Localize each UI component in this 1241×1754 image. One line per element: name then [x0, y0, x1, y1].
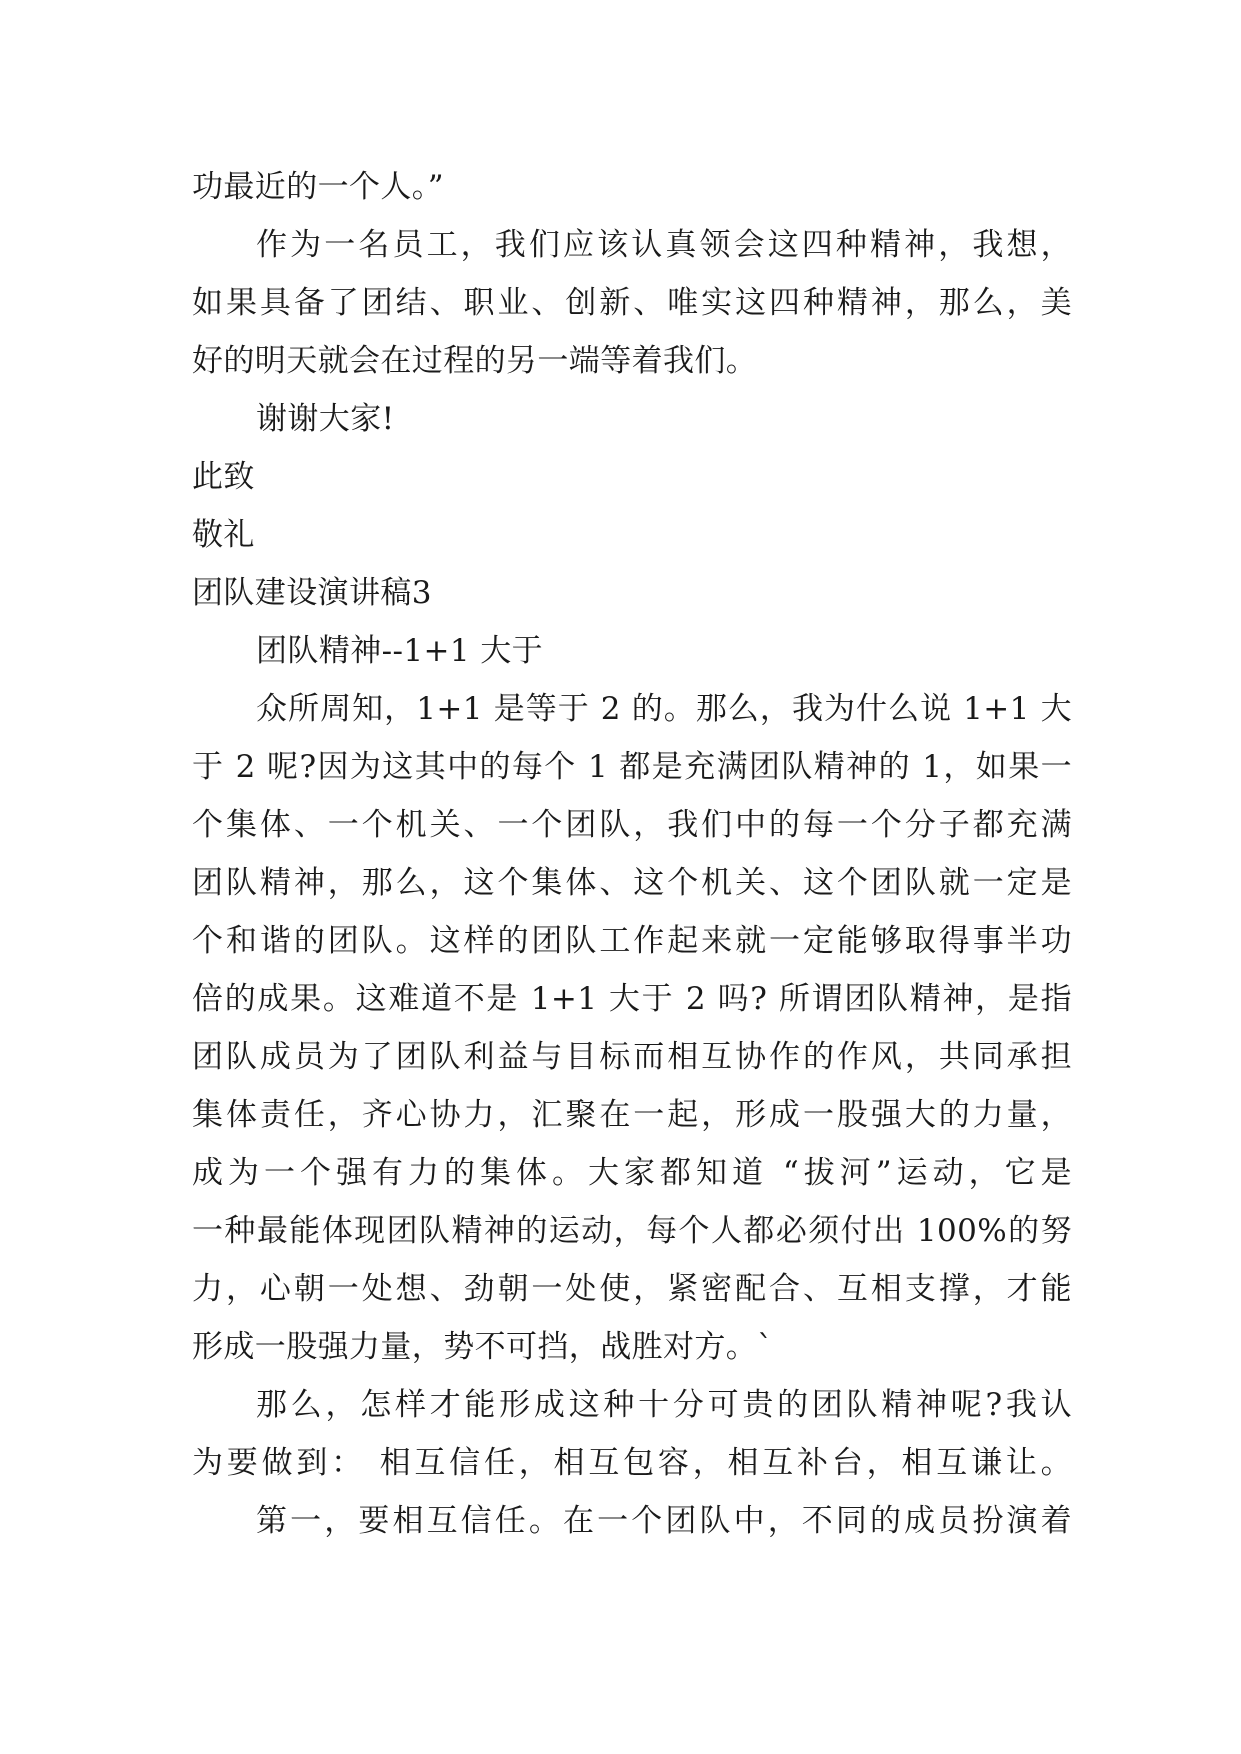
text-line: 一种最能体现团队精神的运动，每个人都必须付出 100%的努 — [192, 1213, 1072, 1249]
text-line: 众所周知，1+1 是等于 2 的。那么，我为什么说 1+1 大 — [256, 691, 1072, 727]
text-line: 团队精神，那么，这个集体、这个机关、这个团队就一定是 — [192, 865, 1072, 901]
text-line: 作为一名员工，我们应该认真领会这四种精神，我想， — [256, 227, 1072, 263]
text-line: 此致 — [192, 459, 255, 495]
text-line: 如果具备了团结、职业、创新、唯实这四种精神，那么，美 — [192, 285, 1072, 321]
document-body — [192, 158, 1072, 1550]
text-line: 敬礼 — [192, 517, 255, 553]
text-line: 功最近的一个人。” — [192, 169, 444, 205]
subheading: 团队精神--1+1 大于 — [256, 633, 544, 669]
text-line: 好的明天就会在过程的另一端等着我们。 — [192, 343, 758, 379]
text-line: 第一，要相互信任。在一个团队中，不同的成员扮演着 — [256, 1503, 1072, 1539]
text-line: 那么，怎样才能形成这种十分可贵的团队精神呢?我认 — [256, 1387, 1072, 1423]
section-heading: 团队建设演讲稿3 — [192, 575, 432, 611]
text-line: 个集体、一个机关、一个团队，我们中的每一个分子都充满 — [192, 807, 1072, 843]
text-line: 形成一股强力量，势不可挡，战胜对方。` — [192, 1329, 774, 1365]
text-line: 团队成员为了团队利益与目标而相互协作的作风，共同承担 — [192, 1039, 1072, 1075]
text-line: 倍的成果。这难道不是 1+1 大于 2 吗? 所谓团队精神，是指 — [192, 981, 1072, 1017]
text-line: 个和谐的团队。这样的团队工作起来就一定能够取得事半功 — [192, 923, 1072, 959]
text-line: 为要做到： 相互信任，相互包容，相互补台，相互谦让。 — [192, 1445, 1072, 1481]
text-line: 成为一个强有力的集体。大家都知道 “拔河”运动，它是 — [192, 1155, 1072, 1191]
text-line: 集体责任，齐心协力，汇聚在一起，形成一股强大的力量， — [192, 1097, 1072, 1133]
text-line: 于 2 呢?因为这其中的每个 1 都是充满团队精神的 1，如果一 — [192, 749, 1072, 785]
text-line: 谢谢大家! — [256, 401, 395, 437]
text-line: 力，心朝一处想、劲朝一处使，紧密配合、互相支撑，才能 — [192, 1271, 1072, 1307]
